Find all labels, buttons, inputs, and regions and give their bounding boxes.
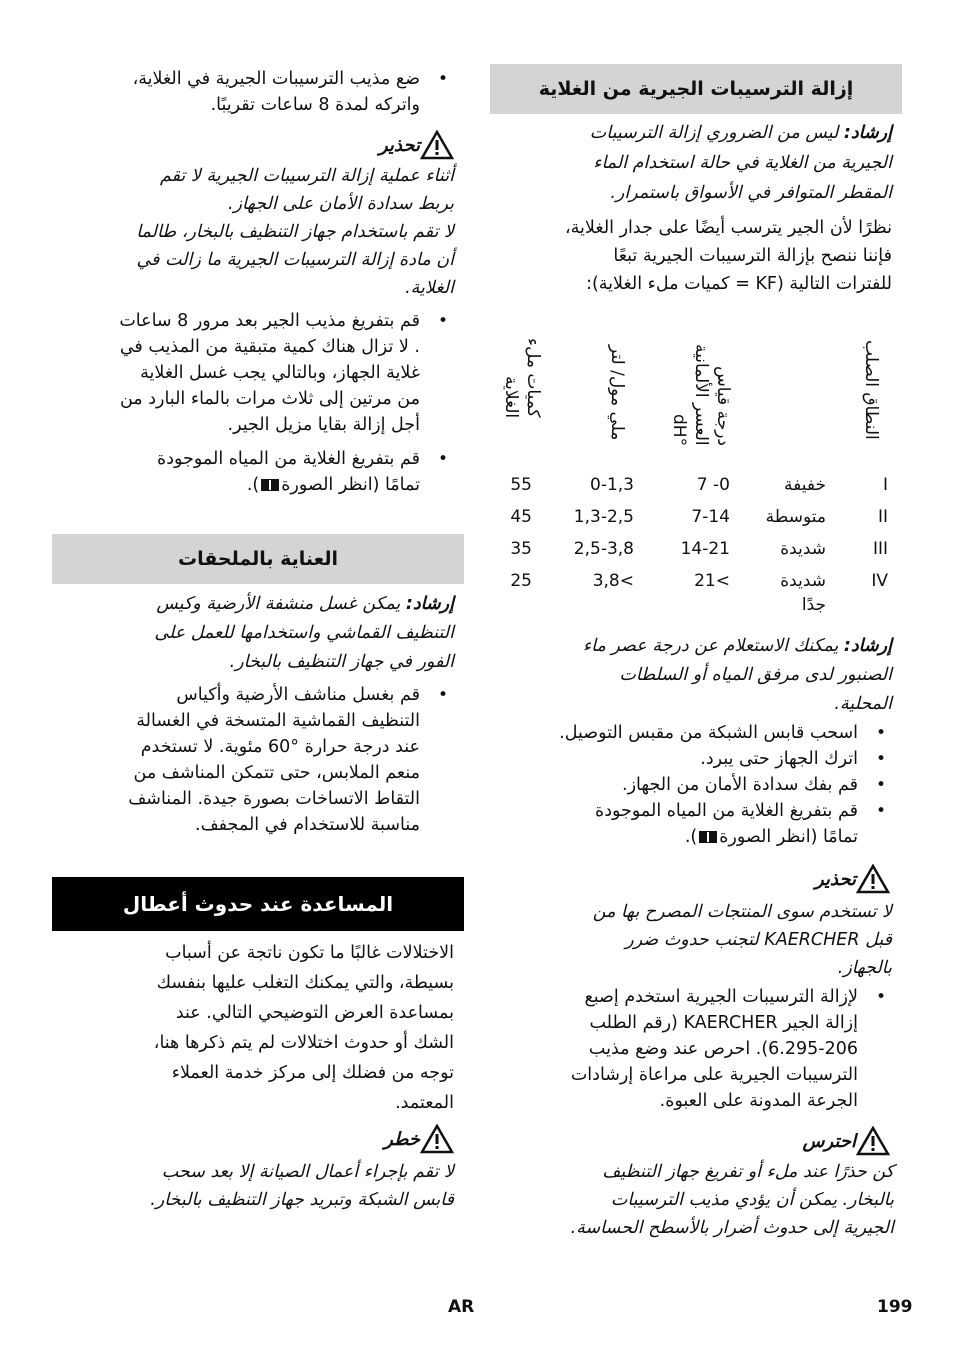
table-header-dh: درجة قياس العسر الألمانية °dH xyxy=(669,344,733,446)
table-header-mmol: ملي مول/ لتر xyxy=(607,344,627,440)
put-descaler-list xyxy=(60,66,454,118)
page-number: 199 xyxy=(877,1297,913,1317)
table-header-kf: كميات ملء الغلاية xyxy=(501,338,543,418)
heading-accessories-care: العناية بالملحقات xyxy=(52,534,464,584)
list-item: • قم بتفريغ الغلاية من المياه الموجودة تمامًا (انظر الصورة). xyxy=(498,798,892,850)
table-row: IV شديدة جدًا >21 >3,8 25 xyxy=(510,571,888,615)
caution-title: احترس xyxy=(690,1124,890,1158)
list-item: • قم بتفريغ مذيب الجير بعد مرور 8 ساعات . لا تزال هناك كمية متبقية من المذيب في غلاية الجهاز، وبالتالي يجب غسل الغلاية من مرتين إلى ثلاث مرات بالماء البارد من أجل إزالة بقايا مزيل الجير. xyxy=(60,308,454,438)
list-item: • قم بفك سدادة الأمان من الجهاز. xyxy=(498,772,892,798)
warning-title-2: تحذير xyxy=(254,128,454,162)
warning-triangle-icon xyxy=(420,130,454,160)
caution-text: كن حذرًا عند ملء أو تفريغ جهاز التنظيف بالبخار. يمكن أن يؤدي مذيب الترسيبات الجيرية إلى حدوث أضرار بالأسطح الحساسة. xyxy=(570,1162,894,1238)
list-item: • اسحب قابس الشبكة من مقبس التوصيل. xyxy=(498,720,892,746)
note-label: إرشاد: xyxy=(843,123,892,143)
heading-descaling: إزالة الترسيبات الجيرية من الغلاية xyxy=(490,64,902,114)
list-item: • ضع مذيب الترسيبات الجيرية في الغلاية، واتركه لمدة 8 ساعات تقريبًا. xyxy=(60,66,454,118)
figure-reference-icon xyxy=(699,831,717,843)
heading-troubleshooting: المساعدة عند حدوث أعطال xyxy=(52,877,464,931)
steps-list xyxy=(498,720,892,850)
table-header-range: النطاق الصلب xyxy=(861,340,881,440)
note-water-hardness: إرشاد: يمكنك الاستعلام عن درجة عصر ماء الصنبور لدى مرفق المياه أو السلطات المحلية. xyxy=(582,636,892,714)
warning-triangle-icon xyxy=(856,1126,890,1156)
list-item: • لإزالة الترسيبات الجيرية استخدم إصبع إزالة الجير KAERCHER (رقم الطلب 6.295-206). احرص عند وضع مذيب الترسيبات الجيرية على مراعاة إرشادات الجرعة المدونة على العبوة. xyxy=(498,984,892,1114)
warning-text-2: أثناء عملية إزالة الترسيبات الجيرية لا تقم بربط سدادة الأمان على الجهاز. لا تقم باستخدام جهاز التنظيف بالبخار، طالما أن مادة إزالة الترسيبات الجيرية ما زالت في الغلاية. xyxy=(136,166,454,298)
warning-title-1: تحذير xyxy=(690,862,890,896)
warning-triangle-icon xyxy=(856,864,890,894)
intro-text: نظرًا لأن الجير يترسب أيضًا على جدار الغلاية، فإننا ننصح بإزالة الترسيبات الجيرية تبعًا للفترات التالية (KF = كميات ملء الغلاية): xyxy=(565,218,892,294)
note-label: إرشاد: xyxy=(843,636,892,656)
note-descaling: إرشاد: ليس من الضروري إزالة الترسيبات الجيرية من الغلاية في حالة استخدام الماء المقطر المتوافر في الأسواق باستمرار. xyxy=(589,123,892,203)
warning-triangle-icon xyxy=(420,1124,454,1154)
note-label: إرشاد: xyxy=(405,594,454,614)
warning-text-1: لا تستخدم سوى المنتجات المصرح بها من قبل KAERCHER لتجنب حدوث ضرر بالجهاز. xyxy=(592,902,892,978)
note-accessories: إرشاد: يمكن غسل منشفة الأرضية وكيس التنظيف القماشي واستخدامها للعمل على الفور في جهاز التنظيف بالبخار. xyxy=(154,594,454,672)
footer-language: AR xyxy=(448,1297,475,1317)
list-item: • قم بتفريغ الغلاية من المياه الموجودة تمامًا (انظر الصورة). xyxy=(60,446,454,498)
troubleshooting-intro: الاختلالات غالبًا ما تكون ناتجة عن أسباب بسيطة، والتي يمكنك التغلب عليها بنفسك بمساعدة العرض التوضيحي التالي. عند الشك أو حدوث اختلالات لم يتم ذكرها هنا، توجه من فضلك إلى مركز خدمة العملاء المعتمد. xyxy=(153,943,454,1113)
empty-descaler-list xyxy=(60,308,454,498)
list-item: • اترك الجهاز حتى يبرد. xyxy=(498,746,892,772)
table-row: I خفيفة 0- 7 0-1,3 55 xyxy=(510,475,888,495)
wash-list xyxy=(60,682,454,838)
danger-text: لا تقم بإجراء أعمال الصيانة إلا بعد سحب قابس الشبكة وتبريد جهاز التنظيف بالبخار. xyxy=(150,1162,454,1210)
figure-reference-icon xyxy=(261,479,279,491)
list-item: • قم بغسل مناشف الأرضية وأكياس التنظيف القماشية المتسخة في الغسالة عند درجة حرارة °60 مئوية. لا تستخدم منعم الملابس، حتى تتمكن المناشف من التقاط الاتساخات بصورة جيدة. المناشف مناسبة للاستخدام في المجفف. xyxy=(60,682,454,838)
table-row: III شديدة 14-21 2,5-3,8 35 xyxy=(510,539,888,559)
danger-title: خطر xyxy=(254,1122,454,1156)
descale-list xyxy=(498,984,892,1114)
table-row: II متوسطة 7-14 1,3-2,5 45 xyxy=(510,507,888,527)
